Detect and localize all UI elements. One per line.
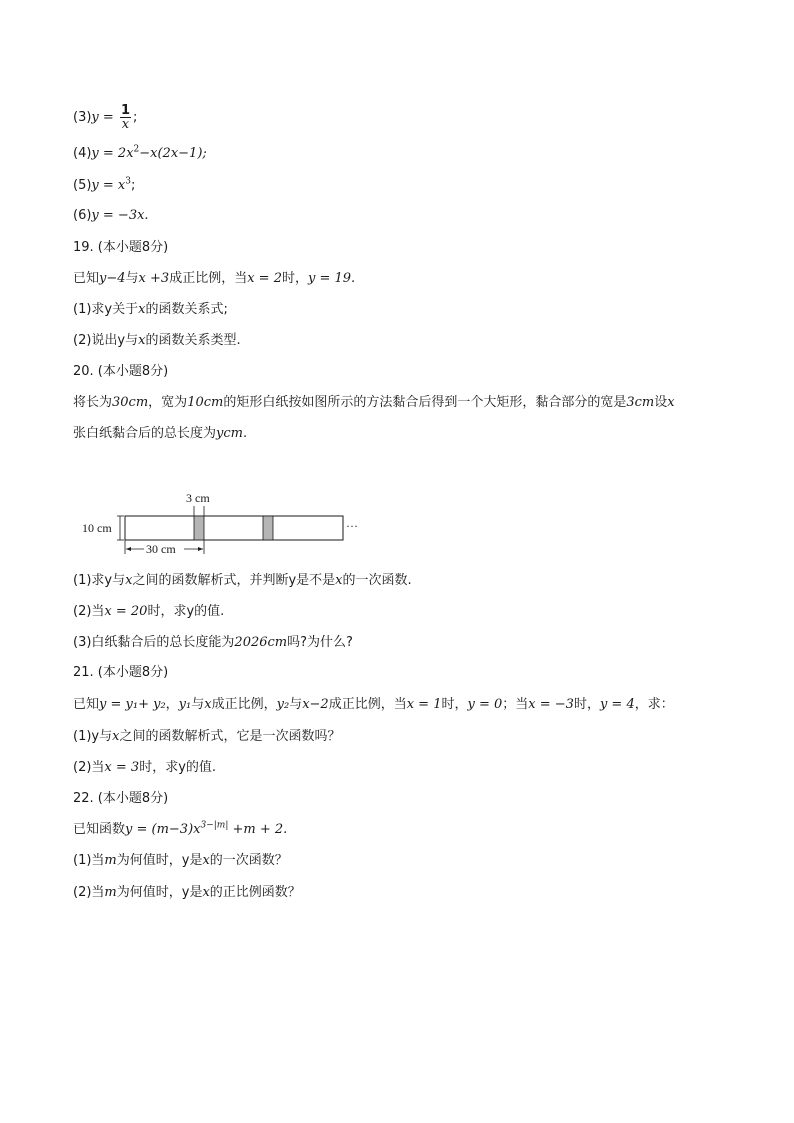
math-expr: −x(2x−1); bbox=[139, 146, 207, 161]
q22-part-2 bbox=[73, 884, 301, 902]
arrow-head-right bbox=[198, 547, 203, 551]
q19-stem bbox=[73, 270, 355, 288]
text: (2)说出y与 bbox=[73, 333, 139, 348]
item-label: (4) bbox=[73, 146, 92, 161]
text: 为何值时，y是 bbox=[116, 853, 203, 868]
punct: ; bbox=[132, 110, 138, 125]
exponent: 3 bbox=[125, 176, 131, 187]
math-expr: y = bbox=[91, 110, 118, 125]
text: ，宽为 bbox=[148, 395, 188, 410]
math-expr: x = −3 bbox=[528, 697, 574, 712]
math-expr: y₂ bbox=[276, 697, 290, 712]
math-expr: y = y₁+ y₂ bbox=[99, 697, 166, 712]
q20-part-3 bbox=[73, 634, 353, 652]
q20-part-2 bbox=[73, 603, 224, 621]
math-expr: x = 1 bbox=[406, 697, 442, 712]
punct: ; bbox=[131, 178, 136, 193]
math-expr: y = 19. bbox=[307, 271, 356, 286]
width-label: 10 cm bbox=[82, 521, 112, 535]
text: ；当 bbox=[502, 697, 529, 712]
text: 时，求y的值. bbox=[139, 760, 217, 775]
text: 已知函数 bbox=[73, 822, 126, 837]
q22-part-1 bbox=[73, 852, 288, 870]
strip-outline bbox=[125, 516, 343, 540]
text: 成正比例， bbox=[211, 697, 277, 712]
text: ， bbox=[165, 697, 179, 712]
math-expr: +m + 2. bbox=[228, 822, 288, 837]
text: (1)求y关于 bbox=[73, 302, 139, 317]
item-3 bbox=[73, 104, 137, 131]
text: 成正比例，当 bbox=[328, 697, 407, 712]
text: 时， bbox=[441, 697, 468, 712]
math-expr: x bbox=[202, 853, 210, 868]
q22-header: 22. (本小题8分) bbox=[73, 791, 169, 806]
text: (2)当 bbox=[73, 760, 105, 775]
math-expr: x−2 bbox=[302, 697, 329, 712]
overlap-region bbox=[194, 516, 204, 540]
text: 张白纸黏合后的总长度为 bbox=[73, 426, 217, 441]
math-expr: x bbox=[112, 729, 120, 744]
math-expr: x bbox=[138, 302, 146, 317]
text: 的正比例函数？ bbox=[209, 885, 301, 900]
q20-part-1 bbox=[73, 572, 412, 590]
math-expr: x = 2 bbox=[247, 271, 282, 286]
math-expr: y = (m−3)x bbox=[125, 822, 201, 837]
text: 的矩形白纸按如图所示的方法黏合后得到一个大矩形，黏合部分的宽是 bbox=[223, 395, 627, 410]
text: (2)当 bbox=[73, 604, 105, 619]
math-expr: 2026cm bbox=[234, 635, 288, 650]
item-6 bbox=[73, 207, 149, 225]
text: 的一次函数？ bbox=[209, 853, 288, 868]
math-expr: y = −3x. bbox=[91, 208, 149, 223]
math-expr: y = 0 bbox=[467, 697, 503, 712]
exponent: 3−|m| bbox=[200, 820, 229, 831]
math-expr: x bbox=[335, 573, 343, 588]
text: 时， bbox=[281, 271, 308, 286]
q22-stem bbox=[73, 821, 287, 839]
text: 时， bbox=[573, 697, 600, 712]
math-expr: 30cm bbox=[112, 395, 149, 410]
text: (2)当 bbox=[73, 885, 105, 900]
math-expr: 10cm bbox=[187, 395, 224, 410]
math-expr: x bbox=[138, 333, 146, 348]
text: (1)求y与 bbox=[73, 573, 126, 588]
text: 将长为 bbox=[73, 395, 113, 410]
fraction-numerator: 1 bbox=[120, 103, 130, 118]
q21-part-1 bbox=[73, 728, 340, 746]
length-label: 30 cm bbox=[146, 542, 176, 556]
math-expr: 3cm bbox=[626, 395, 655, 410]
text: 已知 bbox=[73, 697, 100, 712]
math-expr: y = 4 bbox=[599, 697, 635, 712]
item-5 bbox=[73, 177, 135, 195]
math-expr: y₁ bbox=[178, 697, 192, 712]
q19-header: 19. (本小题8分) bbox=[73, 240, 169, 255]
q20-header: 20. (本小题8分) bbox=[73, 364, 169, 379]
fraction-denominator: x bbox=[121, 117, 130, 132]
continuation-dots: ··· bbox=[346, 519, 358, 533]
q19-part-1 bbox=[73, 301, 228, 319]
text: 成正比例，当 bbox=[169, 271, 248, 286]
item-label: (6) bbox=[73, 208, 92, 223]
math-expr: ycm bbox=[216, 426, 243, 441]
math-expr: x bbox=[667, 395, 675, 410]
text: 时，求y的值. bbox=[147, 604, 225, 619]
arrow-head-left bbox=[126, 547, 131, 551]
text: 之间的函数解析式，它是一次函数吗？ bbox=[119, 729, 341, 744]
paper-strip-figure bbox=[78, 488, 378, 560]
item-4 bbox=[73, 145, 207, 163]
math-expr: x +3 bbox=[138, 271, 170, 286]
math-expr: y−4 bbox=[99, 271, 126, 286]
text: 的函数关系式; bbox=[145, 302, 228, 317]
text: . bbox=[242, 426, 248, 441]
math-expr: x bbox=[202, 885, 210, 900]
text: 设 bbox=[654, 395, 668, 410]
math-expr: x = 20 bbox=[104, 604, 148, 619]
text: ，求： bbox=[634, 697, 674, 712]
text: 与 bbox=[125, 271, 139, 286]
q21-part-2 bbox=[73, 759, 216, 777]
item-label: (3) bbox=[73, 110, 92, 125]
q21-header: 21. (本小题8分) bbox=[73, 665, 169, 680]
q20-stem-line1 bbox=[73, 394, 675, 412]
q19-part-2 bbox=[73, 332, 241, 350]
text: (3)白纸黏合后的总长度能为 bbox=[73, 635, 235, 650]
math-expr: y = 2x bbox=[91, 146, 134, 161]
math-expr: x bbox=[125, 573, 133, 588]
math-expr: y = x bbox=[91, 178, 126, 193]
text: 与 bbox=[289, 697, 303, 712]
text: 已知 bbox=[73, 271, 100, 286]
math-expr: m bbox=[104, 853, 117, 868]
text: 之间的函数解析式，并判断y是不是 bbox=[132, 573, 336, 588]
math-expr: x bbox=[204, 697, 212, 712]
math-expr: x = 3 bbox=[104, 760, 140, 775]
q21-stem bbox=[73, 696, 674, 714]
text: 的函数关系类型. bbox=[145, 333, 241, 348]
exponent: 2 bbox=[133, 144, 140, 155]
text: 吗?为什么? bbox=[287, 635, 353, 650]
math-expr: m bbox=[104, 885, 117, 900]
fraction bbox=[120, 104, 131, 131]
text: 与 bbox=[191, 697, 205, 712]
text: 为何值时，y是 bbox=[116, 885, 203, 900]
text: 的一次函数. bbox=[342, 573, 412, 588]
item-label: (5) bbox=[73, 178, 92, 193]
text: (1)当 bbox=[73, 853, 105, 868]
q20-stem-line2 bbox=[73, 425, 247, 443]
overlap-region bbox=[263, 516, 273, 540]
text: (1)y与 bbox=[73, 729, 113, 744]
overlap-label: 3 cm bbox=[186, 491, 210, 505]
